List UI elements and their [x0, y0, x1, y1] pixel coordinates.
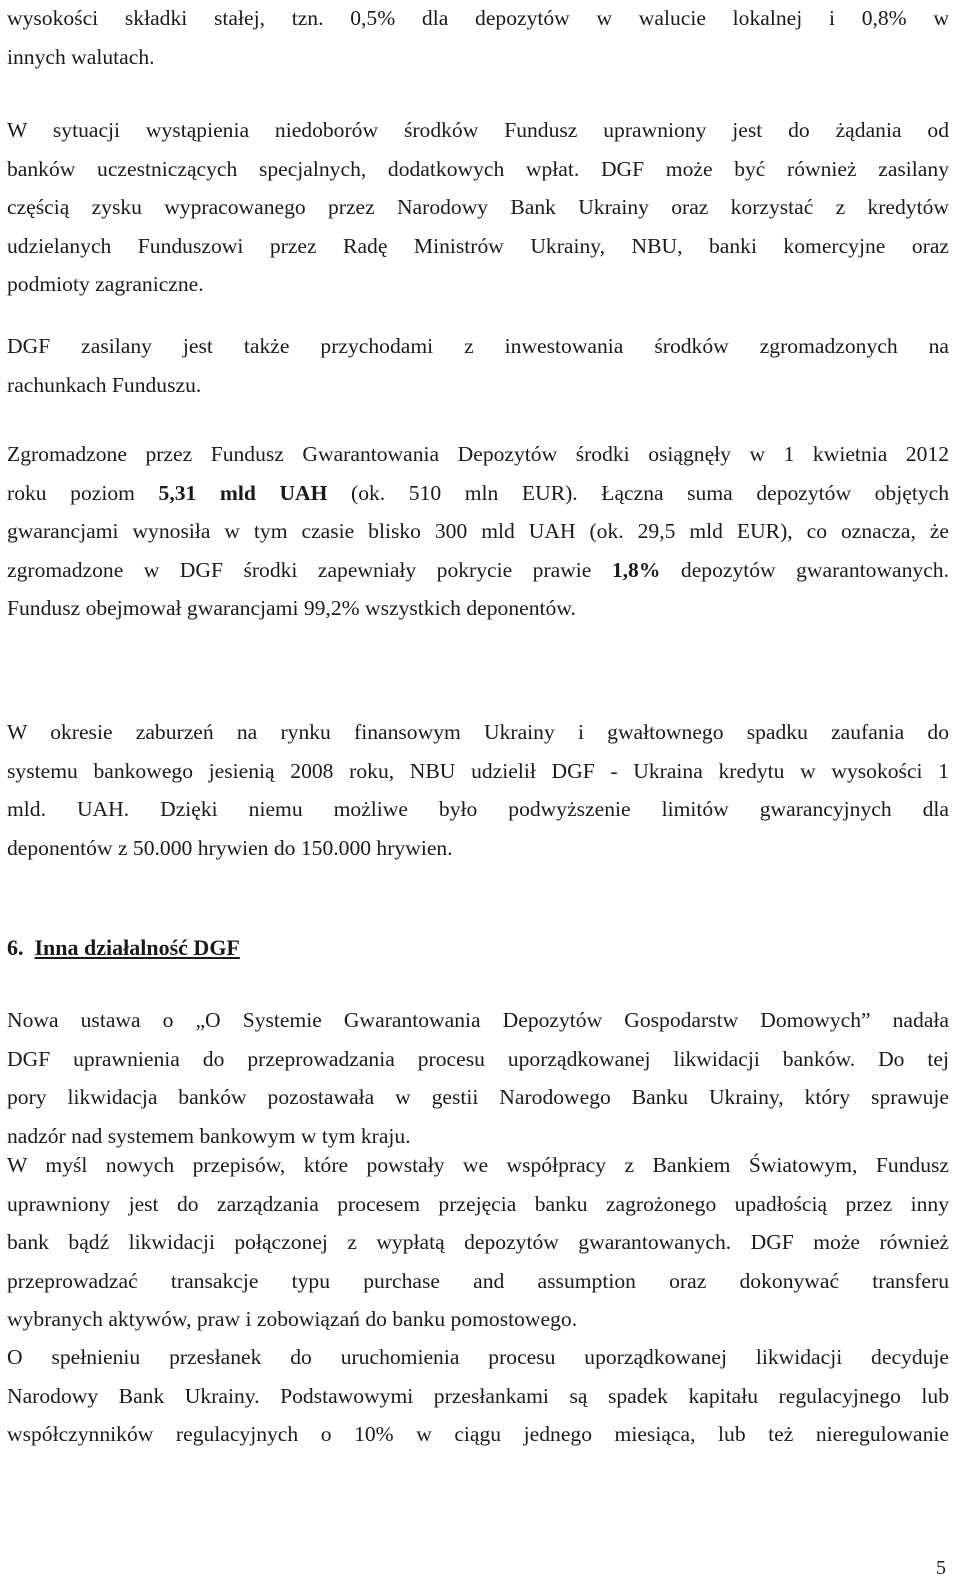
text-line: wysokości składki stałej, tzn. 0,5% dla depozytów w walucie lokalnej i 0,8% w	[7, 6, 949, 30]
text-line	[7, 551, 949, 590]
text-line: W myśl nowych przepisów, które powstały we współpracy z Bankiem Światowym, Fundusz	[7, 1153, 949, 1177]
text-line: gwarancjami wynosiła w tym czasie blisko 300 mld UAH (ok. 29,5 mld EUR), co oznacza, że	[7, 519, 949, 544]
text-line: rachunkach Funduszu.	[7, 372, 202, 397]
text-run: (ok. 510 mln EUR). Łączna suma depozytów objętych	[327, 480, 949, 505]
text-line: przeprowadzać transakcje typu purchase and assumption oraz dokonywać transferu	[7, 1268, 949, 1293]
paragraph-funding-sources	[7, 111, 949, 304]
text-line: częścią zysku wypracowanego przez Narodowy Bank Ukrainy oraz korzystać z kredytów	[7, 195, 949, 220]
text-line: innych walutach.	[7, 44, 155, 69]
text-line: nadzór nad systemem bankowym w tym kraju.	[7, 1123, 411, 1148]
text-line: pory likwidacja banków pozostawała w gestii Narodowego Banku Ukrainy, który sprawuje	[7, 1085, 949, 1110]
section-heading	[7, 929, 240, 967]
paragraph-world-bank-cooperation	[7, 1146, 949, 1339]
paragraph-new-law	[7, 1001, 949, 1155]
paragraph-liquidation-conditions	[7, 1338, 949, 1454]
paragraph-2008-crisis	[7, 713, 949, 867]
paragraph-investment-income	[7, 327, 949, 404]
text-line: W okresie zaburzeń na rynku finansowym Ukrainy i gwałtownego spadku zaufania do	[7, 720, 949, 744]
text-line: wybranych aktywów, praw i zobowiązań do banku pomostowego.	[7, 1307, 578, 1332]
text-line: Zgromadzone przez Fundusz Gwarantowania Depozytów środki osiągnęły w 1 kwietnia 2012	[7, 442, 949, 466]
text-line: O spełnieniu przesłanek do uruchomienia procesu uporządkowanej likwidacji decyduje	[7, 1345, 949, 1369]
text-line: bank bądź likwidacji połączonej z wypłatą depozytów gwarantowanych. DGF może również	[7, 1230, 949, 1255]
page-number: 5	[936, 1557, 946, 1579]
paragraph-accumulated-funds	[7, 435, 949, 628]
text-run: zgromadzone w DGF środki zapewniały pokrycie prawie	[7, 557, 612, 582]
text-run: depozytów gwarantowanych.	[660, 557, 949, 582]
text-line: uprawniony jest do zarządzania procesem przejęcia banku zagrożonego upadłością przez inny	[7, 1191, 949, 1216]
text-line: DGF uprawnienia do przeprowadzania procesu uporządkowanej likwidacji banków. Do tej	[7, 1046, 949, 1071]
text-line: mld. UAH. Dzięki niemu możliwe było podwyższenie limitów gwarancyjnych dla	[7, 797, 949, 822]
bold-percentage: 1,8%	[611, 557, 661, 582]
text-line: Fundusz obejmował gwarancjami 99,2% wszystkich deponentów.	[7, 596, 576, 621]
text-line: DGF zasilany jest także przychodami z inwestowania środków zgromadzonych na	[7, 334, 949, 358]
bold-amount: 5,31 mld UAH	[158, 480, 328, 505]
text-line	[7, 474, 949, 513]
text-line: Nowa ustawa o „O Systemie Gwarantowania Depozytów Gospodarstw Domowych” nadała	[7, 1008, 949, 1032]
text-line: współczynników regulacyjnych o 10% w ciągu jednego miesiąca, lub też nieregulowanie	[7, 1422, 949, 1447]
text-run: roku poziom	[7, 480, 159, 505]
text-line: udzielanych Funduszowi przez Radę Ministrów Ukrainy, NBU, banki komercyjne oraz	[7, 233, 949, 258]
section-number: 6.	[7, 935, 24, 960]
text-line: systemu bankowego jesienią 2008 roku, NBU udzielił DGF - Ukraina kredytu w wysokości 1	[7, 758, 949, 783]
text-line: W sytuacji wystąpienia niedoborów środków Fundusz uprawniony jest do żądania od	[7, 118, 949, 142]
text-line: podmioty zagraniczne.	[7, 272, 204, 297]
section-title: Inna działalność DGF	[34, 935, 240, 960]
paragraph-contribution-rates	[7, 0, 949, 76]
text-line: Narodowy Bank Ukrainy. Podstawowymi przesłankami są spadek kapitału regulacyjnego lub	[7, 1383, 949, 1408]
text-line: deponentów z 50.000 hrywien do 150.000 hrywien.	[7, 835, 453, 860]
text-line: banków uczestniczących specjalnych, dodatkowych wpłat. DGF może być również zasilany	[7, 156, 949, 181]
